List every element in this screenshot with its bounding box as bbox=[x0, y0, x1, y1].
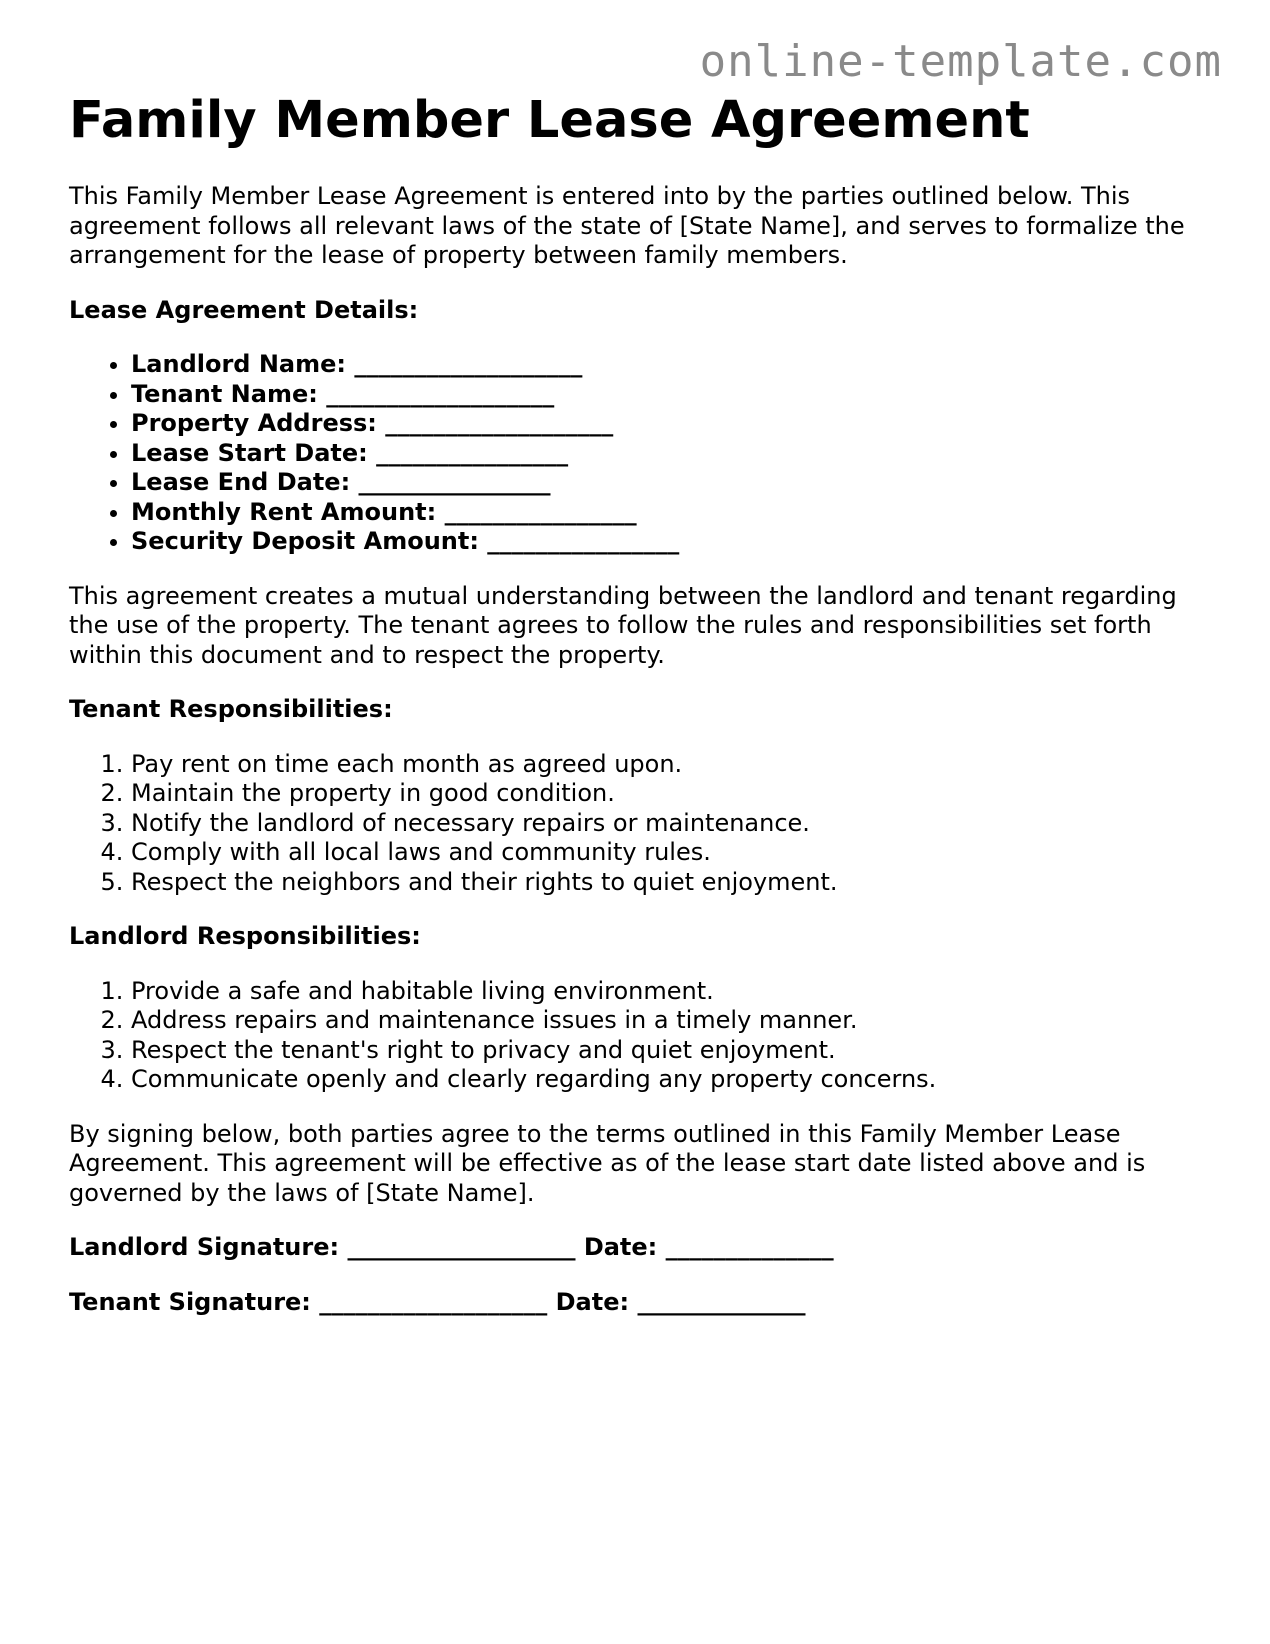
landlord-date-label: Date: bbox=[583, 1233, 658, 1261]
tenant-date-label: Date: bbox=[555, 1287, 630, 1316]
monthly-rent-blank[interactable]: ________________ bbox=[444, 497, 637, 526]
tenant-date-blank[interactable]: ______________ bbox=[637, 1287, 806, 1316]
tenant-responsibilities-heading: Tenant Responsibilities: bbox=[69, 695, 393, 723]
list-item: 1. Provide a safe and habitable living environment. bbox=[131, 977, 1199, 1007]
landlord-signature-label: Landlord Signature: bbox=[69, 1233, 340, 1261]
detail-lease-end-date: • Lease End Date: ________________ bbox=[131, 468, 1199, 498]
lease-start-date-blank[interactable]: ________________ bbox=[376, 438, 569, 467]
intro-paragraph: This Family Member Lease Agreement is entered into by the parties outlined below. This agreement follows all relevant laws of the state of [State Name], and serves to formalize the arrangement for the lease of property between family members. bbox=[69, 182, 1185, 269]
understanding-paragraph: This agreement creates a mutual understanding between the landlord and tenant regarding the use of the property. The tenant agrees to follow the rules and responsibilities set forth within this document and to respect the property. bbox=[69, 581, 1177, 669]
landlord-name-blank[interactable]: ___________________ bbox=[354, 350, 583, 378]
security-deposit-blank[interactable]: ________________ bbox=[487, 527, 680, 555]
landlord-responsibilities-list bbox=[69, 977, 1199, 1095]
landlord-signature-line bbox=[69, 1233, 1199, 1263]
document-title: Family Member Lease Agreement bbox=[69, 91, 1030, 150]
list-item: 3. Notify the landlord of necessary repairs or maintenance. bbox=[131, 809, 1199, 839]
tenant-signature-blank[interactable]: ___________________ bbox=[319, 1287, 548, 1316]
document-page bbox=[69, 92, 1199, 1317]
detail-tenant-name: • Tenant Name: ___________________ bbox=[131, 380, 1199, 410]
list-item: 4. Comply with all local laws and community rules. bbox=[131, 838, 1199, 868]
detail-property-address: • Property Address: ___________________ bbox=[131, 409, 1199, 439]
list-item: 3. Respect the tenant's right to privacy and quiet enjoyment. bbox=[131, 1036, 1199, 1066]
detail-monthly-rent: • Monthly Rent Amount: ________________ bbox=[131, 498, 1199, 528]
landlord-signature-blank[interactable]: ___________________ bbox=[347, 1233, 576, 1261]
detail-security-deposit: • Security Deposit Amount: ________________ bbox=[131, 527, 1199, 557]
lease-end-date-blank[interactable]: ________________ bbox=[358, 468, 551, 496]
tenant-responsibilities-list bbox=[69, 750, 1199, 898]
detail-landlord-name: • Landlord Name: ___________________ bbox=[131, 350, 1199, 380]
list-item: 2. Maintain the property in good condition. bbox=[131, 779, 1199, 809]
landlord-responsibilities-heading: Landlord Responsibilities: bbox=[69, 922, 421, 950]
list-item: 5. Respect the neighbors and their rights to quiet enjoyment. bbox=[131, 868, 1199, 898]
list-item: 4. Communicate openly and clearly regarding any property concerns. bbox=[131, 1065, 1199, 1095]
tenant-signature-line bbox=[69, 1288, 1199, 1318]
closing-paragraph: By signing below, both parties agree to the terms outlined in this Family Member Lease Agreement. This agreement will be effective as of the lease start date listed above and is governed by the laws of [State Name]. bbox=[69, 1119, 1146, 1207]
property-address-blank[interactable]: ___________________ bbox=[385, 409, 614, 437]
lease-details-heading: Lease Agreement Details: bbox=[69, 295, 419, 324]
tenant-signature-label: Tenant Signature: bbox=[69, 1287, 311, 1316]
tenant-name-blank[interactable]: ___________________ bbox=[326, 379, 555, 408]
list-item: 1. Pay rent on time each month as agreed upon. bbox=[131, 750, 1199, 780]
watermark: online-template.com bbox=[699, 36, 1222, 87]
list-item: 2. Address repairs and maintenance issues in a timely manner. bbox=[131, 1006, 1199, 1036]
detail-lease-start-date: • Lease Start Date: ________________ bbox=[131, 439, 1199, 469]
lease-details-list bbox=[69, 350, 1199, 557]
landlord-date-blank[interactable]: ______________ bbox=[665, 1233, 834, 1261]
